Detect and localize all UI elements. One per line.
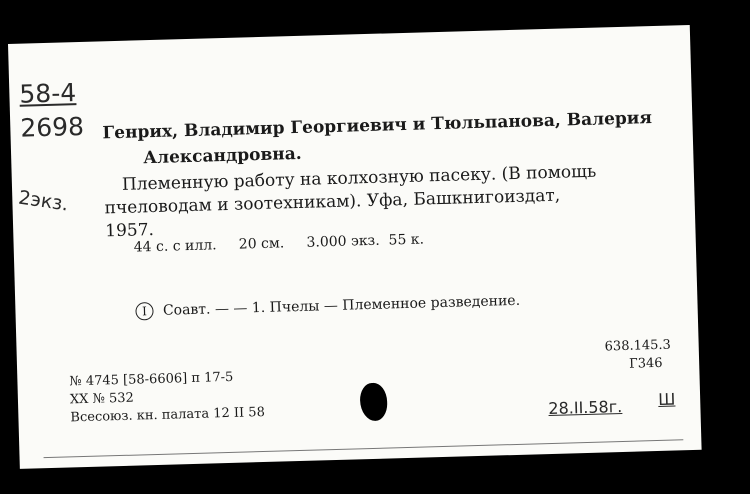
heading-author: Генрих, Владимир Георгиевич и Тюльпанова, Валерия	[102, 108, 653, 144]
heading-author-continuation: Александровна.	[142, 143, 302, 169]
handwritten-signature: Ш	[657, 389, 676, 409]
publisher-note: Всесоюз. кн. палата 12 II 58	[70, 404, 266, 426]
card-number: № 4745 [58-6606] п 17-5	[69, 369, 234, 390]
title-line-2: пчеловодам и зоотехникам). Уфа, Башкнигоиздат,	[104, 185, 561, 219]
author-mark: Г346	[628, 355, 663, 372]
catalog-card	[8, 25, 702, 469]
class-number: 638.145.3	[604, 337, 672, 355]
shelfmark: 58-4	[19, 78, 77, 109]
copies-note: 2экз.	[17, 186, 70, 216]
collation: 44 с. с илл. 20 см. 3.000 экз. 55 к.	[133, 231, 425, 256]
inventory-number: 2698	[19, 111, 85, 143]
handwritten-date: 28.II.58г.	[548, 396, 623, 419]
card-bottom-rule	[44, 439, 684, 458]
series-number: XX № 532	[69, 390, 135, 408]
tracing-circle-number: I	[135, 302, 153, 320]
title-line-3: 1957.	[104, 220, 155, 242]
title-line-1: Племенную работу на колхозную пасеку. (В помощь	[121, 161, 597, 195]
tracing-text: Соавт. — — 1. Пчелы — Племенное разведение.	[162, 292, 521, 319]
tracing-line	[135, 292, 520, 321]
ink-blot	[360, 383, 388, 422]
